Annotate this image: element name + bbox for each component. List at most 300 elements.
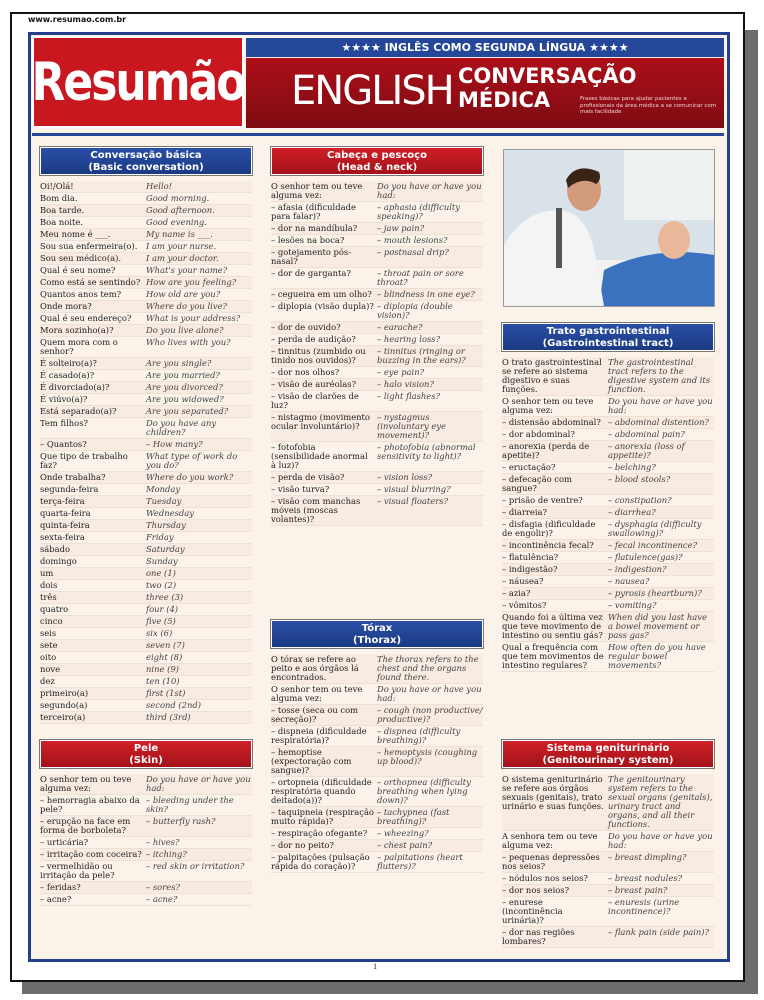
- phrase-row: [40, 592, 252, 604]
- phrase-row: [271, 268, 483, 289]
- phrase-row: [40, 508, 252, 520]
- english-phrase: – bleeding under the skin?: [146, 795, 234, 814]
- portuguese-phrase: – náusea?: [502, 576, 544, 586]
- phrase-row: [40, 217, 252, 229]
- english-phrase: third (3rd): [146, 712, 191, 722]
- phrase-row: [502, 429, 714, 441]
- phrase-row: [502, 600, 714, 612]
- portuguese-phrase: – dor nos olhos?: [271, 367, 340, 377]
- portuguese-phrase: – flatulência?: [502, 552, 559, 562]
- phrase-row: [271, 442, 483, 472]
- english-phrase: – vomiting?: [608, 600, 657, 610]
- portuguese-phrase: – vermelhidão ou irritação da pele?: [40, 861, 115, 880]
- english-phrase: Do you have or have you had:: [608, 831, 713, 850]
- portuguese-phrase: quinta-feira: [40, 520, 90, 530]
- phrase-row: [502, 357, 714, 396]
- phrase-row: [40, 181, 252, 193]
- section-title: Cabeça e pescoço: [327, 150, 427, 161]
- portuguese-phrase: Qual a frequência com que tem movimentos de intestino regulares?: [502, 642, 604, 670]
- phrase-row: [271, 301, 483, 322]
- phrase-row: [40, 532, 252, 544]
- english-phrase: – breast dimpling?: [608, 852, 687, 862]
- phrase-row: [271, 412, 483, 442]
- english-phrase: Thursday: [146, 520, 186, 530]
- english-phrase: – photofobia (abnormal sensitivity to light)?: [377, 442, 476, 461]
- english-phrase: – How many?: [146, 439, 203, 449]
- portuguese-phrase: Mora sozinho(a)?: [40, 325, 114, 335]
- portuguese-phrase: É viúvo(a)?: [40, 394, 88, 404]
- phrase-row: [271, 684, 483, 705]
- english-phrase: My name is ___.: [146, 229, 213, 239]
- phrase-row: [502, 495, 714, 507]
- phrase-row: [502, 852, 714, 873]
- english-phrase: – halo vision?: [377, 379, 434, 389]
- phrase-row: [271, 346, 483, 367]
- section-header-gi: [502, 323, 714, 351]
- phrase-row: [40, 265, 252, 277]
- english-phrase: – hearing loss?: [377, 334, 441, 344]
- phrase-row: [40, 894, 252, 906]
- phrase-row: [40, 241, 252, 253]
- phrase-row: [40, 205, 252, 217]
- english-phrase: – abdominal distention?: [608, 417, 709, 427]
- english-phrase: Are you married?: [146, 370, 220, 380]
- phrase-row: [40, 816, 252, 837]
- section-subtitle: (Gastrointestinal tract): [542, 338, 674, 349]
- portuguese-phrase: sábado: [40, 544, 71, 554]
- phrase-row: [40, 358, 252, 370]
- portuguese-phrase: – urticária?: [40, 837, 89, 847]
- section-subtitle: (Basic conversation): [88, 162, 204, 173]
- top-banner: ★★★★ INGLÊS COMO SEGUNDA LÍNGUA ★★★★: [246, 38, 724, 57]
- english-phrase: – diplopia (double vision)?: [377, 301, 453, 320]
- phrase-row: [40, 712, 252, 724]
- english-phrase: – cough (non productive/ productive)?: [377, 705, 483, 724]
- english-phrase: Sunday: [146, 556, 178, 566]
- phrase-row: [502, 519, 714, 540]
- phrase-row: [40, 277, 252, 289]
- portuguese-phrase: – visão turva?: [271, 484, 330, 494]
- phrase-row: [271, 367, 483, 379]
- portuguese-phrase: – dor nos seios?: [502, 885, 570, 895]
- section-subtitle: (Genitourinary system): [542, 755, 674, 766]
- portuguese-phrase: – acne?: [40, 894, 72, 904]
- english-phrase: – nausea?: [608, 576, 650, 586]
- phrase-row: [40, 193, 252, 205]
- phrase-list-basic: [40, 181, 252, 724]
- english-phrase: – hemoptysis (coughing up blood)?: [377, 747, 478, 766]
- english-phrase: – flank pain (side pain)?: [608, 927, 710, 937]
- english-phrase: Where do you work?: [146, 472, 234, 482]
- phrase-row: [40, 253, 252, 265]
- phrase-row: [40, 472, 252, 484]
- phrase-row: [40, 325, 252, 337]
- portuguese-phrase: Quem mora com o senhor?: [40, 337, 118, 356]
- phrase-row: [502, 417, 714, 429]
- portuguese-phrase: – dor na mandíbula?: [271, 223, 358, 233]
- portuguese-phrase: – diplopia (visão dupla)?: [271, 301, 374, 311]
- phrase-row: [40, 616, 252, 628]
- phrase-row: [40, 394, 252, 406]
- phrase-row: [271, 223, 483, 235]
- phrase-row: [502, 873, 714, 885]
- portuguese-phrase: – hemoptise (expectoração com sangue)?: [271, 747, 352, 775]
- phrase-row: [40, 861, 252, 882]
- english-phrase: Are you single?: [146, 358, 212, 368]
- english-phrase: – hives?: [146, 837, 180, 847]
- portuguese-phrase: Quando foi a última vez que teve movimento de intestino ou sentiu gás?: [502, 612, 603, 640]
- english-phrase: What's your name?: [146, 265, 228, 275]
- portuguese-phrase: seis: [40, 628, 57, 638]
- english-phrase: Where do you live?: [146, 301, 228, 311]
- english-phrase: – enuresis (urine incontinence)?: [608, 897, 680, 916]
- portuguese-phrase: quarta-feira: [40, 508, 91, 518]
- phrase-row: [271, 777, 483, 807]
- english-phrase: Saturday: [146, 544, 185, 554]
- portuguese-phrase: Bom dia.: [40, 193, 78, 203]
- section-title: Trato gastrointestinal: [546, 326, 670, 337]
- phrase-row: [40, 496, 252, 508]
- english-phrase: Tuesday: [146, 496, 182, 506]
- portuguese-phrase: – gotejamento pós-nasal?: [271, 247, 352, 266]
- phrase-list-skin: [40, 774, 252, 906]
- english-phrase: The genitourinary system refers to the sexual organs (genitals), urinary tract and organs, and all their functions.: [608, 774, 713, 829]
- english-phrase: – dispnea (difficulty breathing)?: [377, 726, 461, 745]
- portuguese-phrase: – visão de clarões de luz?: [271, 391, 359, 410]
- phrase-row: [40, 849, 252, 861]
- english-phrase: six (6): [146, 628, 173, 638]
- english-phrase: Do you have or have you had:: [608, 396, 713, 415]
- portuguese-phrase: – dor no peito?: [271, 840, 334, 850]
- phrase-row: [502, 507, 714, 519]
- english-phrase: Hello!: [146, 181, 173, 191]
- portuguese-phrase: domingo: [40, 556, 77, 566]
- phrase-row: [40, 652, 252, 664]
- portuguese-phrase: segundo(a): [40, 700, 88, 710]
- portuguese-phrase: sete: [40, 640, 58, 650]
- portuguese-phrase: terceiro(a): [40, 712, 86, 722]
- phrase-row: [40, 520, 252, 532]
- header-divider: [32, 133, 724, 136]
- english-phrase: – sores?: [146, 882, 180, 892]
- english-phrase: – belching?: [608, 462, 656, 472]
- english-phrase: I am your nurse.: [146, 241, 217, 251]
- phrase-row: [271, 322, 483, 334]
- portuguese-phrase: – nódulos nos seios?: [502, 873, 588, 883]
- phrase-row: [40, 774, 252, 795]
- portuguese-phrase: quatro: [40, 604, 69, 614]
- phrase-row: [40, 370, 252, 382]
- phrase-row: [502, 588, 714, 600]
- phrase-row: [502, 885, 714, 897]
- column-3-gu: [502, 740, 714, 948]
- phrase-row: [40, 640, 252, 652]
- phrase-list-thorax: [271, 654, 483, 873]
- phrase-row: [271, 852, 483, 873]
- phrase-row: [40, 313, 252, 325]
- english-phrase: How often do you have regular bowel movements?: [608, 642, 706, 670]
- doctor-patient-photo: [503, 149, 715, 307]
- phrase-row: [271, 840, 483, 852]
- phrase-row: [271, 747, 483, 777]
- english-phrase: – itching?: [146, 849, 187, 859]
- english-phrase: How are you feeling?: [146, 277, 237, 287]
- english-phrase: nine (9): [146, 664, 179, 674]
- english-phrase: three (3): [146, 592, 184, 602]
- english-phrase: Are you divorced?: [146, 382, 223, 392]
- phrase-row: [502, 474, 714, 495]
- phrase-row: [40, 289, 252, 301]
- title-conv-line1: CONVERSAÇÃO: [458, 64, 637, 88]
- english-phrase: The thorax refers to the chest and the organs found there.: [377, 654, 479, 682]
- english-phrase: When did you last have a bowel movement or pass gas?: [608, 612, 707, 640]
- section-header-skin: [40, 740, 252, 768]
- english-phrase: – eye pain?: [377, 367, 425, 377]
- phrase-row: [502, 831, 714, 852]
- page-number: 1: [373, 963, 378, 971]
- portuguese-phrase: O senhor tem ou teve alguma vez:: [40, 774, 132, 793]
- portuguese-phrase: – anorexia (perda de apetite)?: [502, 441, 590, 460]
- english-phrase: – abdominal pain?: [608, 429, 685, 439]
- phrase-row: [40, 688, 252, 700]
- portuguese-phrase: O sistema geniturinário se refere aos órgãos sexuais (genitais), trato urinário e suas funções.: [502, 774, 604, 811]
- english-phrase: Do you have or have you had:: [377, 181, 482, 200]
- english-phrase: Good morning.: [146, 193, 210, 203]
- phrase-row: [271, 181, 483, 202]
- phrase-row: [502, 576, 714, 588]
- english-phrase: – nystagmus (involuntary eye movement)?: [377, 412, 446, 440]
- phrase-row: [271, 289, 483, 301]
- photo-illustration: [504, 150, 714, 306]
- portuguese-phrase: O senhor tem ou teve alguma vez:: [271, 684, 363, 703]
- english-phrase: – palpitations (heart flutters)?: [377, 852, 463, 871]
- portuguese-phrase: – indigestão?: [502, 564, 558, 574]
- english-phrase: The gastrointestinal tract refers to the digestive system and its function.: [608, 357, 711, 394]
- column-1: [40, 147, 252, 724]
- section-subtitle: (Thorax): [352, 635, 402, 646]
- english-phrase: two (2): [146, 580, 177, 590]
- english-phrase: Are you separated?: [146, 406, 229, 416]
- portuguese-phrase: – erupção na face em forma de borboleta?: [40, 816, 131, 835]
- phrase-row: [40, 556, 252, 568]
- phrase-row: [40, 418, 252, 439]
- phrase-row: [40, 604, 252, 616]
- portuguese-phrase: Boa tarde.: [40, 205, 85, 215]
- portuguese-phrase: Oi!/Olá!: [40, 181, 74, 191]
- phrase-row: [40, 439, 252, 451]
- column-1-skin: [40, 740, 252, 906]
- portuguese-phrase: – eructação?: [502, 462, 556, 472]
- phrase-row: [40, 664, 252, 676]
- title-subtitle: Frases básicas para ajudar pacientes e profissionais da área médica a se comunicar com mais facilidade: [580, 96, 717, 115]
- phrase-row: [40, 337, 252, 358]
- portuguese-phrase: Onde mora?: [40, 301, 92, 311]
- english-phrase: – vision loss?: [377, 472, 433, 482]
- portuguese-phrase: três: [40, 592, 57, 602]
- portuguese-phrase: – incontinência fecal?: [502, 540, 594, 550]
- portuguese-phrase: – nistagmo (movimento ocular involuntário)?: [271, 412, 370, 431]
- phrase-row: [271, 334, 483, 346]
- english-phrase: five (5): [146, 616, 176, 626]
- portuguese-phrase: – dor de garganta?: [271, 268, 351, 278]
- phrase-row: [40, 795, 252, 816]
- phrase-list-head: [271, 181, 483, 526]
- portuguese-phrase: Meu nome é ___.: [40, 229, 111, 239]
- english-phrase: Good evening.: [146, 217, 207, 227]
- portuguese-phrase: O senhor tem ou teve alguma vez:: [502, 396, 594, 415]
- portuguese-phrase: – visão com manchas móveis (moscas volantes)?: [271, 496, 361, 524]
- portuguese-phrase: cinco: [40, 616, 63, 626]
- english-phrase: – constipation?: [608, 495, 672, 505]
- phrase-row: [502, 540, 714, 552]
- english-phrase: – breast pain?: [608, 885, 668, 895]
- title-english: ENGLISH: [291, 68, 453, 114]
- portuguese-phrase: – perda de audição?: [271, 334, 356, 344]
- phrase-row: [502, 462, 714, 474]
- section-title: Tórax: [361, 623, 393, 634]
- portuguese-phrase: – pequenas depressões nos seios?: [502, 852, 600, 871]
- english-phrase: – fecal incontinence?: [608, 540, 698, 550]
- portuguese-phrase: – visão de auréolas?: [271, 379, 357, 389]
- phrase-row: [40, 451, 252, 472]
- portuguese-phrase: O trato gastrointestinal se refere ao sistema digestivo e suas funções.: [502, 357, 602, 394]
- portuguese-phrase: – distensão abdominal?: [502, 417, 601, 427]
- phrase-row: [502, 612, 714, 642]
- english-phrase: Do you have or have you had:: [377, 684, 482, 703]
- portuguese-phrase: – afasia (dificuldade para falar)?: [271, 202, 356, 221]
- english-phrase: – postnasal drip?: [377, 247, 449, 257]
- english-phrase: eight (8): [146, 652, 183, 662]
- english-phrase: – mouth lesions?: [377, 235, 448, 245]
- english-phrase: ten (10): [146, 676, 180, 686]
- phrase-row: [271, 654, 483, 684]
- english-phrase: – red skin or irritation?: [146, 861, 245, 871]
- phrase-row: [40, 544, 252, 556]
- english-phrase: How old are you?: [146, 289, 221, 299]
- portuguese-phrase: Boa noite.: [40, 217, 83, 227]
- english-phrase: – diarrhea?: [608, 507, 656, 517]
- portuguese-phrase: – Quantos?: [40, 439, 87, 449]
- title-bar: [246, 58, 724, 128]
- portuguese-phrase: dois: [40, 580, 58, 590]
- portuguese-phrase: – enurese (incontinência urinária)?: [502, 897, 563, 925]
- english-phrase: – light flashes?: [377, 391, 441, 401]
- english-phrase: first (1st): [146, 688, 186, 698]
- portuguese-phrase: terça-feira: [40, 496, 85, 506]
- english-phrase: – visual blurring?: [377, 484, 451, 494]
- phrase-row: [40, 229, 252, 241]
- english-phrase: – breast nodules?: [608, 873, 683, 883]
- phrase-row: [271, 247, 483, 268]
- portuguese-phrase: – palpitações (pulsação rápida do coração)?: [271, 852, 370, 871]
- phrase-row: [271, 828, 483, 840]
- portuguese-phrase: – lesões na boca?: [271, 235, 345, 245]
- logo: [32, 36, 244, 128]
- portuguese-phrase: – fotofobia (sensibilidade anormal à luz)?: [271, 442, 368, 470]
- section-header-head: [271, 147, 483, 175]
- english-phrase: – jaw pain?: [377, 223, 425, 233]
- column-2: [271, 147, 483, 526]
- english-phrase: Monday: [146, 484, 181, 494]
- english-phrase: – earache?: [377, 322, 423, 332]
- section-header-thorax: [271, 620, 483, 648]
- english-phrase: seven (7): [146, 640, 185, 650]
- phrase-row: [40, 301, 252, 313]
- phrase-row: [271, 472, 483, 484]
- portuguese-phrase: – ortopneia (dificuldade respiratória quando deitado(a))?: [271, 777, 372, 805]
- portuguese-phrase: – disfagia (dificuldade de engolir)?: [502, 519, 596, 538]
- section-title: Pele: [133, 743, 159, 754]
- english-phrase: What is your address?: [146, 313, 241, 323]
- phrase-row: [40, 837, 252, 849]
- english-phrase: Do you have any children?: [146, 418, 217, 437]
- portuguese-phrase: – prisão de ventre?: [502, 495, 583, 505]
- english-phrase: What type of work do you do?: [146, 451, 238, 470]
- section-subtitle: (Head & neck): [336, 162, 418, 173]
- portuguese-phrase: sexta-feira: [40, 532, 85, 542]
- portuguese-phrase: – tinnitus (zumbido ou tinido nos ouvidos)?: [271, 346, 366, 365]
- portuguese-phrase: Sou seu médico(a).: [40, 253, 122, 263]
- english-phrase: Good afternoon.: [146, 205, 215, 215]
- portuguese-phrase: – irritação com coceira?: [40, 849, 142, 859]
- english-phrase: – tinnitus (ringing or buzzing in the ears)?: [377, 346, 466, 365]
- english-phrase: – anorexia (loss of appetite)?: [608, 441, 685, 460]
- portuguese-phrase: Onde trabalha?: [40, 472, 106, 482]
- english-phrase: Who lives with you?: [146, 337, 231, 347]
- portuguese-phrase: Quantos anos tem?: [40, 289, 122, 299]
- portuguese-phrase: Que tipo de trabalho faz?: [40, 451, 128, 470]
- title-conv-line2: MÉDICA: [458, 88, 551, 112]
- phrase-row: [502, 927, 714, 948]
- phrase-row: [40, 406, 252, 418]
- portuguese-phrase: um: [40, 568, 54, 578]
- phrase-row: [271, 235, 483, 247]
- portuguese-phrase: O senhor tem ou teve alguma vez:: [271, 181, 363, 200]
- english-phrase: I am your doctor.: [146, 253, 219, 263]
- phrase-row: [502, 396, 714, 417]
- column-2-thorax: [271, 620, 483, 873]
- portuguese-phrase: nove: [40, 664, 61, 674]
- phrase-row: [40, 882, 252, 894]
- english-phrase: one (1): [146, 568, 176, 578]
- phrase-row: [502, 774, 714, 831]
- english-phrase: – tachypnea (fast breathing)?: [377, 807, 450, 826]
- portuguese-phrase: – defecação com sangue?: [502, 474, 572, 493]
- phrase-row: [40, 628, 252, 640]
- phrase-row: [271, 807, 483, 828]
- portuguese-phrase: – taquipneia (respiração muito rápida)?: [271, 807, 374, 826]
- phrase-row: [502, 564, 714, 576]
- portuguese-phrase: segunda-feira: [40, 484, 99, 494]
- site-url[interactable]: www.resumao.com.br: [28, 15, 127, 24]
- portuguese-phrase: – cegueira em um olho?: [271, 289, 372, 299]
- portuguese-phrase: Sou sua enfermeira(o).: [40, 241, 138, 251]
- portuguese-phrase: Tem filhos?: [40, 418, 88, 428]
- phrase-row: [502, 642, 714, 672]
- phrase-row: [271, 496, 483, 526]
- portuguese-phrase: É solteiro(a)?: [40, 358, 97, 368]
- english-phrase: – indigestion?: [608, 564, 667, 574]
- portuguese-phrase: – dor de ouvido?: [271, 322, 341, 332]
- portuguese-phrase: É divorciado(a)?: [40, 382, 110, 392]
- english-phrase: Do you have or have you had:: [146, 774, 251, 793]
- phrase-row: [271, 726, 483, 747]
- phrase-list-gu: [502, 774, 714, 948]
- portuguese-phrase: – perda de visão?: [271, 472, 345, 482]
- portuguese-phrase: – vômitos?: [502, 600, 547, 610]
- phrase-row: [271, 202, 483, 223]
- phrase-list-gi: [502, 357, 714, 672]
